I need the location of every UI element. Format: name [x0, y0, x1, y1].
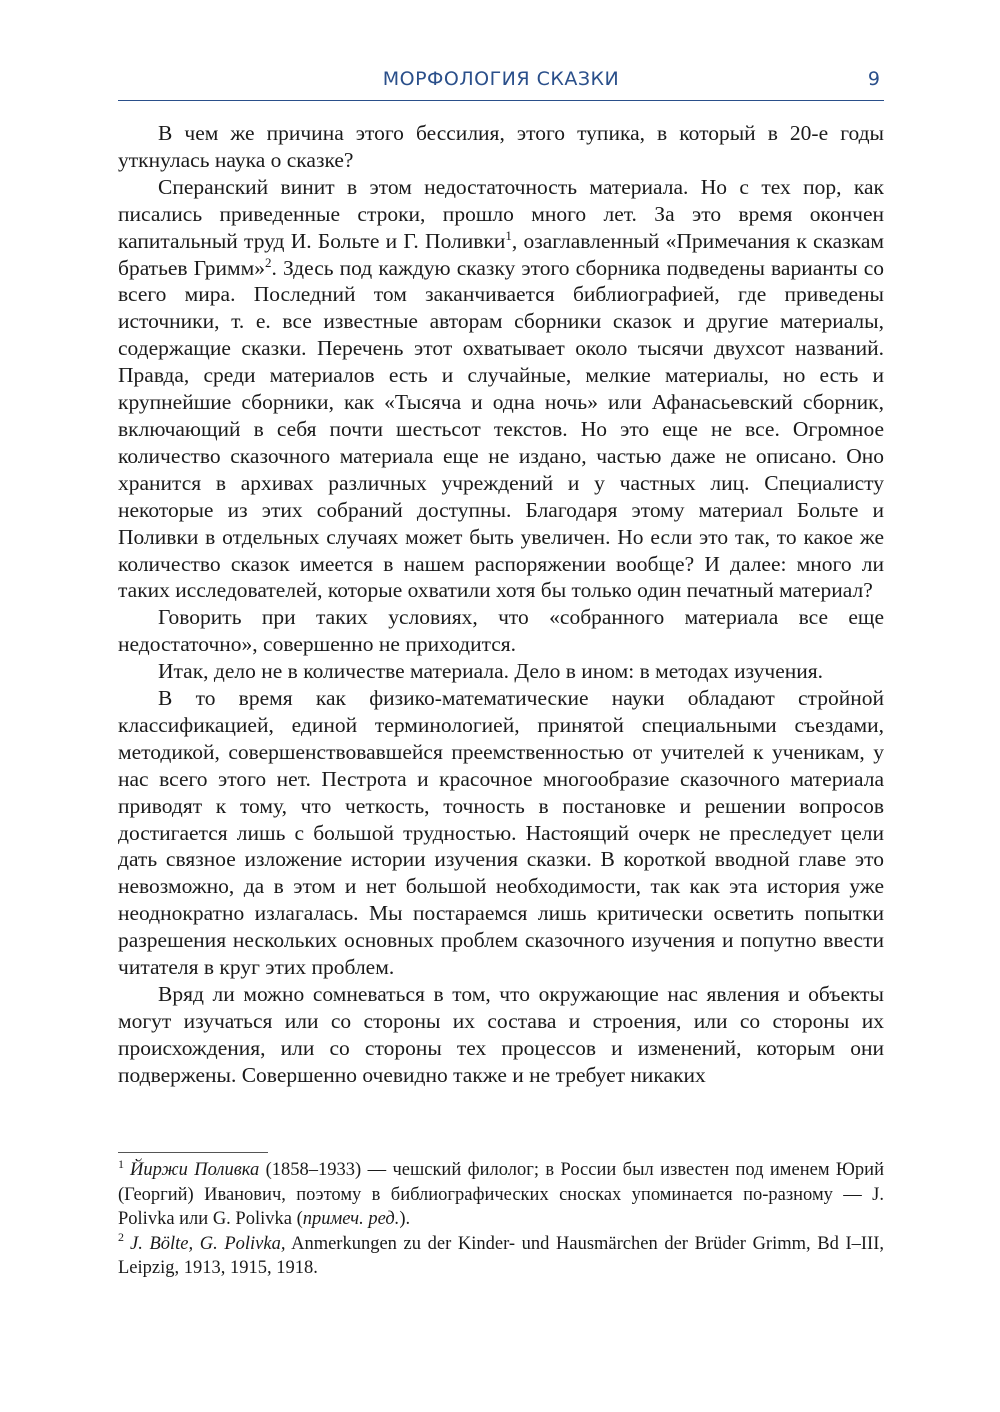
paragraph-2-part-a: Сперанский винит в этом недостаточность материала. Но с тех пор, как писались приведенные строки, прошло много лет. За это время окончен капитальный труд И. Больте и Г. Поливки: [118, 174, 884, 253]
paragraph-1: В чем же причина этого бессилия, этого тупика, в который в 20-е годы уткнулась наука о сказке?: [118, 121, 884, 172]
footnote-1-text-a: (1858–1933) — чешский филолог; в России был известен под именем Юрий (Георгий) Иванович, поэтому в библиографических сносках упоминается по-разному — J. Polivka или G. Polivka (: [118, 1160, 884, 1229]
paragraph-4: Итак, дело не в количестве материала. Дело в ином: в методах изучения.: [158, 659, 824, 684]
paragraph-5: В то время как физико-математические науки обладают стройной классификацией, единой терминологией, принятой специальными съездами, методикой, совершенствовавшейся преемственностью от учителей к ученикам, у нас всего этого нет. Пестрота и красочное многообразие сказочного материала приводят к тому, что четкость, точность в постановке и решении вопросов достигается лишь с большой трудностью. Настоящий очерк не преследует цели дать связное изложение истории изучения сказки. В короткой вводной главе это невозможно, да в этом и нет большой необходимости, так как эта история уже неоднократно излагалась. Мы постараемся лишь критически осветить попытки разрешения нескольких основных проблем сказочного изучения и попутно ввести читателя в круг этих проблем.: [118, 686, 884, 980]
running-title: МОРФОЛОГИЯ СКАЗКИ: [382, 68, 620, 90]
footnote-1-editor-note: примеч. ред.: [302, 1209, 400, 1229]
footnotes: [118, 1158, 884, 1281]
paragraph-3: Говорить при таких условиях, что «собранного материала все еще недостаточно», совершенно не приходится.: [118, 605, 884, 657]
footnote-ref-1[interactable]: 1: [505, 227, 512, 243]
paragraph-2-part-c: . Здесь под каждую сказку этого сборника подведены варианты со всего мира. Последний том заканчивается библиографией, где приведены источники, т. е. все известные авторам сборники сказок и другие материалы, содержащие сказки. Перечень этот охватывает около тысячи двухсот названий. Правда, среди материалов есть и случайные, мелкие материалы, но есть и крупнейшие сборники, как «Тысяча и одна ночь» или Афанасьевский сборник, включающий в себя почти шестьсот текстов. Но это еще не все. Огромное количество сказочного материала еще не издано, частью даже не описано. Оно хранится в архивах различных учреждений и у частных лиц. Специалисту некоторые из этих собраний доступны. Благодаря этому материал Больте и Поливки в отдельных случаях может быть увеличен. Но если это так, то какое же количество сказок имеется в нашем распоряжении вообще? И далее: много ли таких исследователей, которые охватили хотя бы только один печатный материал?: [118, 255, 884, 603]
footnote-ref-2[interactable]: 2: [264, 254, 272, 270]
footnote-2: [118, 1232, 884, 1281]
footnote-2-text: Anmerkungen zu der Kinder- und Hausmärchen der Brüder Grimm, Bd I–III, Leipzig, 1913, 1915, 1918.: [118, 1233, 884, 1278]
paragraph-2-part-b: , озаглавленный «Примечания к сказкам братьев Гримм»: [118, 228, 884, 280]
paragraph-6: Вряд ли можно сомневаться в том, что окружающие нас явления и объекты могут изучаться или со стороны их состава и строения, или со стороны их происхождения, или со стороны тех процессов и изменений, которым они подвержены. Совершенно очевидно также и не требует никаких: [118, 982, 884, 1087]
footnote-divider: [118, 1152, 268, 1153]
footnote-1: [118, 1158, 884, 1232]
paragraph-2: [118, 174, 884, 605]
footnote-1-text-b: ).: [399, 1209, 411, 1229]
footnote-1-number: 1: [118, 1156, 124, 1171]
running-header: [118, 64, 884, 101]
page-number: 9: [867, 68, 880, 90]
footnote-2-number: 2: [118, 1230, 124, 1245]
footnote-2-authors: J. Bölte, G. Polivka,: [130, 1233, 286, 1254]
footnote-1-name: Йиржи Поливка: [130, 1160, 260, 1180]
main-text: [118, 120, 884, 1089]
